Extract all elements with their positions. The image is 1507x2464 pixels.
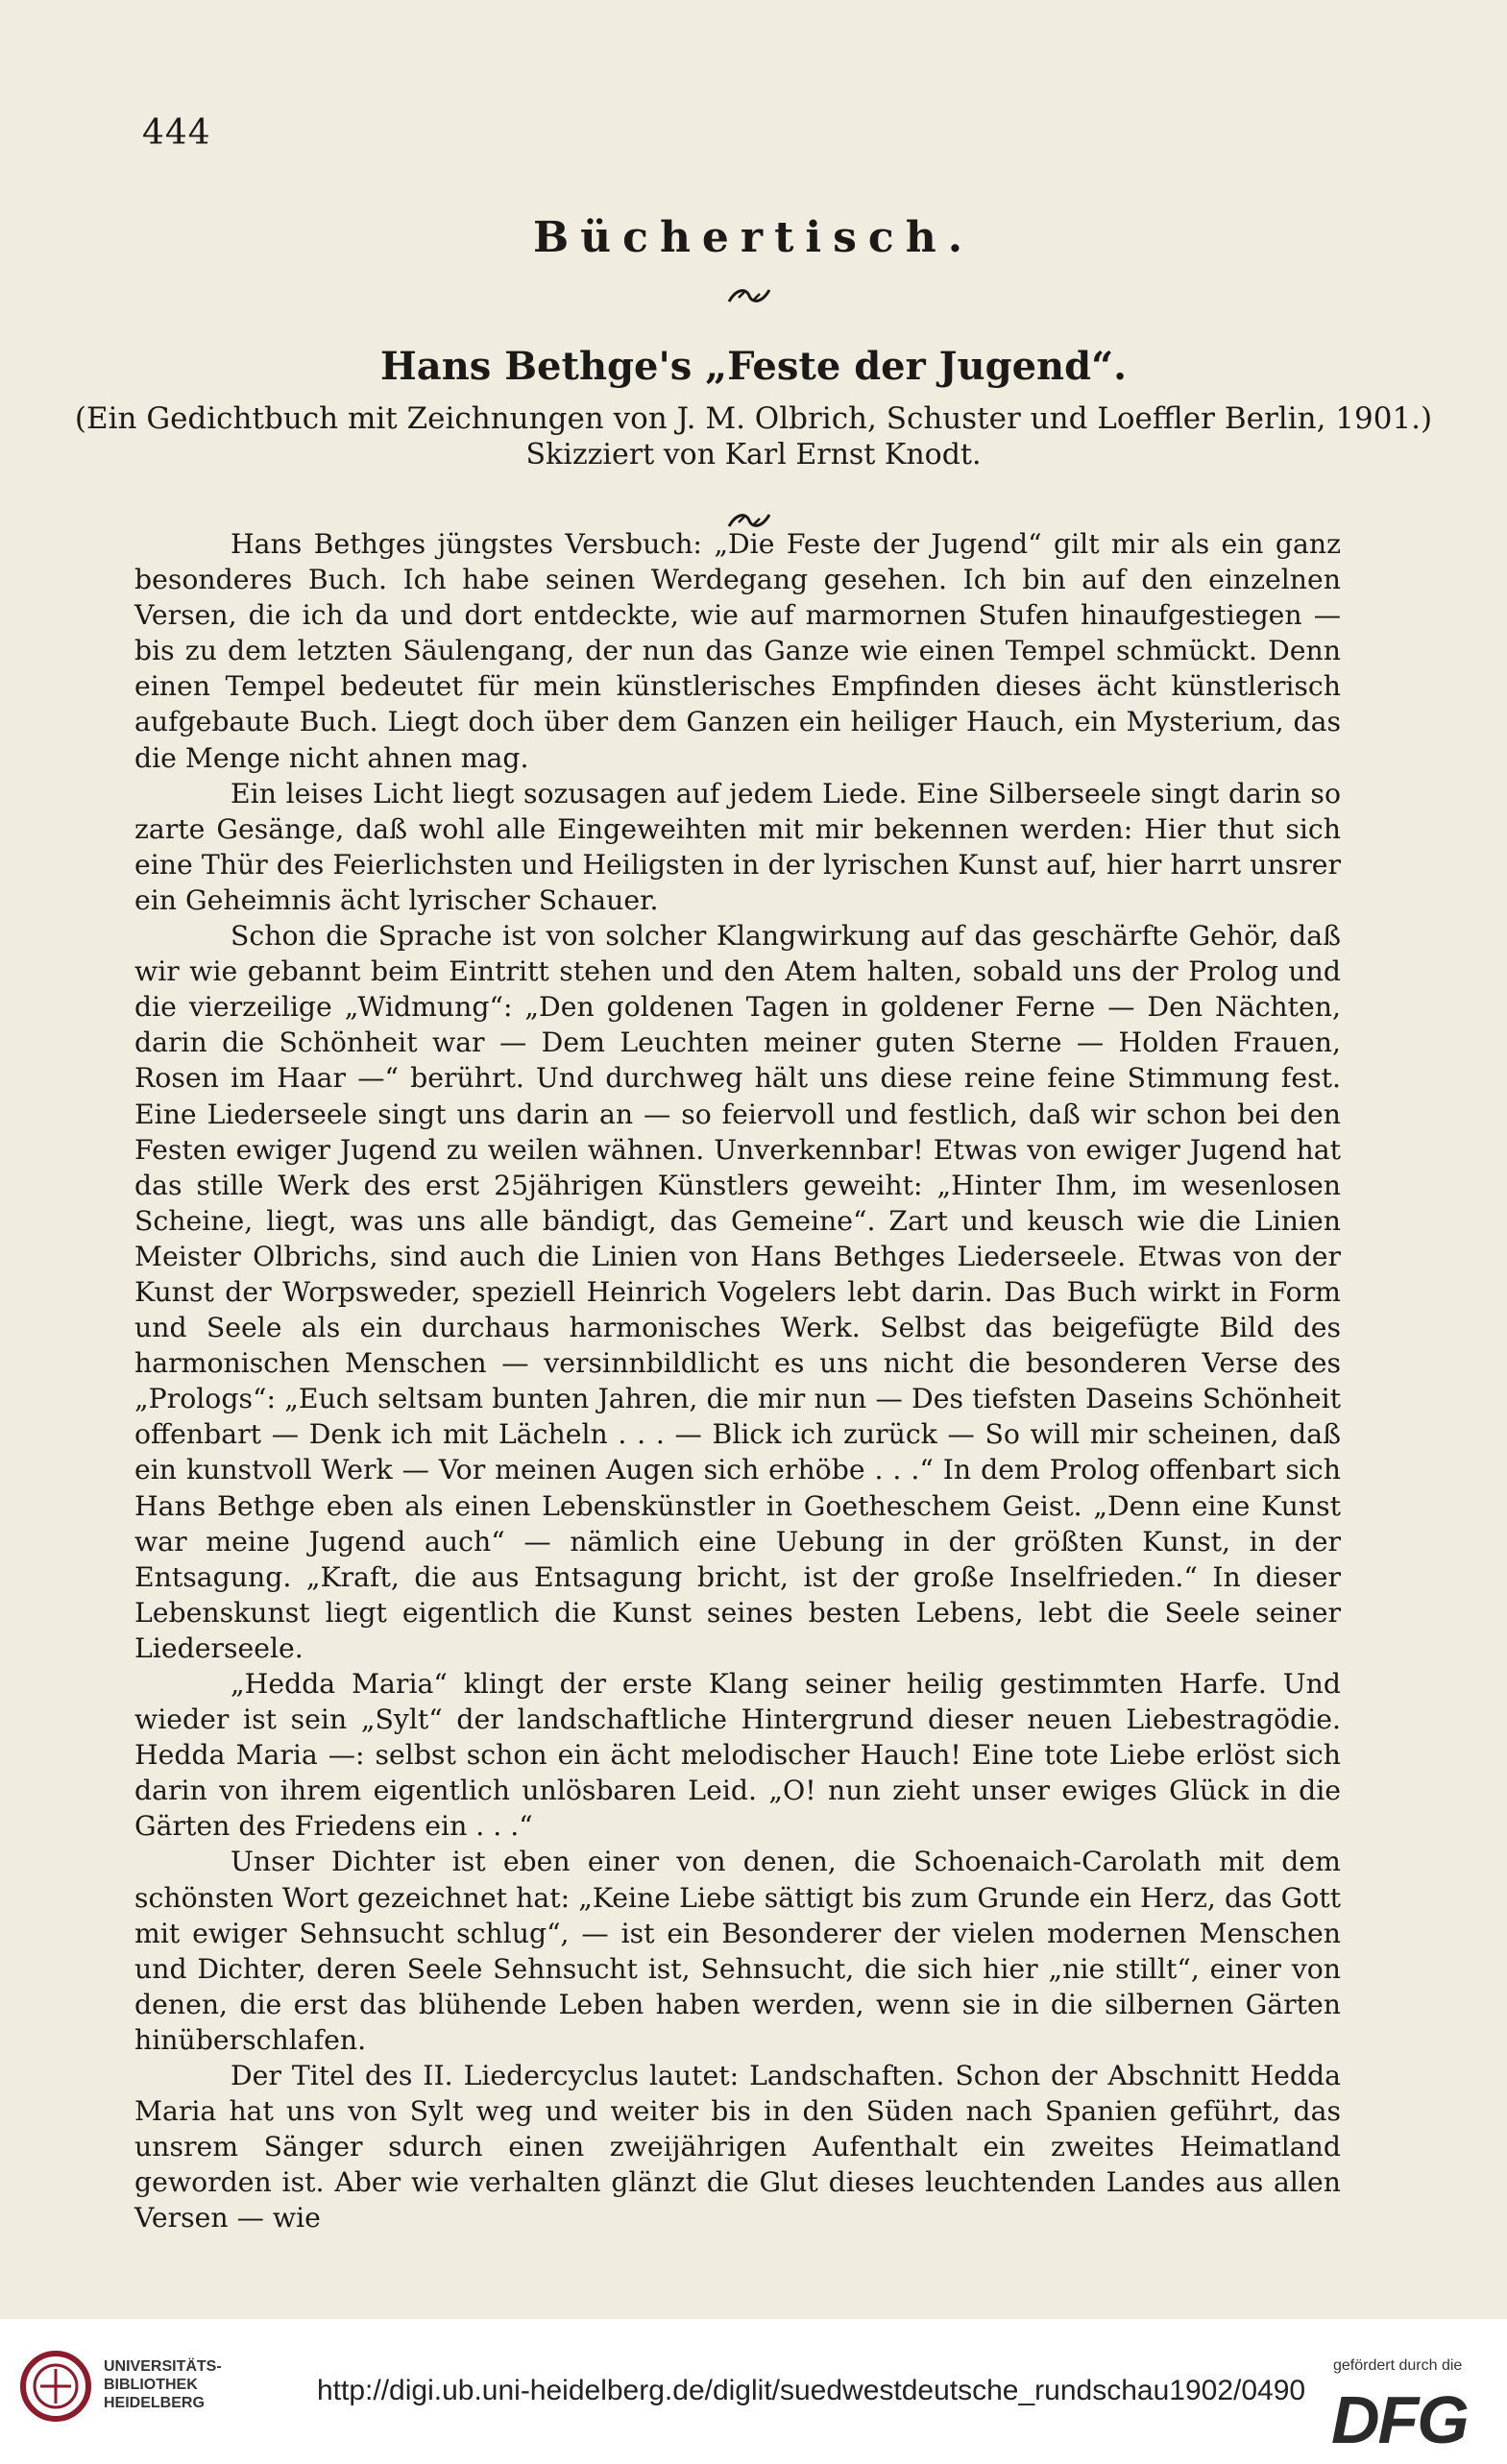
university-seal-icon: [17, 2348, 94, 2425]
paragraph: „Hedda Maria“ klingt der erste Klang seiner heilig gestimmten Harfe. Und wieder ist sein „Sylt“ der landschaftliche Hintergrund dieser neuen Liebestragödie. Hedda Maria —: selbst schon ein ächt melodischer Hauch! Eine tote Liebe erlöst sich darin von ihrem eigentlich unlösbaren Leid. „O! nun zieht unser ewiges Glück in die Gärten des Friedens ein . . .“: [134, 1668, 1341, 1843]
article-body: [134, 526, 1341, 2236]
paragraph: Hans Bethges jüngstes Versbuch: „Die Feste der Jugend“ gilt mir als ein ganz besonderes Buch. Ich habe seinen Werdegang gesehen. Ich bin auf den einzelnen Versen, die ich da und dort entdeckte, wie auf marmornen Stufen hinaufgestiegen — bis zu dem letzten Säulengang, der nun das Ganze wie einen Tempel schmückt. Denn einen Tempel bedeutet für mein künstlerisches Empfinden dieses ächt künstlerisch aufgebaute Buch. Liegt doch über dem Ganzen ein heiliger Hauch, ein Mysterium, das die Menge nicht ahnen mag.: [134, 528, 1341, 774]
article-title: Hans Bethge's „Feste der Jugend“.: [379, 344, 1128, 389]
paragraph: Unser Dichter ist eben einer von denen, die Schoenaich-Carolath mit dem schönsten Wort gezeichnet hat: „Keine Liebe sättigt bis zum Grunde ein Herz, das Gott mit ewiger Sehnsucht schlug“, — ist ein Besonderer der vielen modernen Menschen und Dichter, deren Seele Sehnsucht ist, Sehnsucht, die sich hier „nie stillt“, einer von denen, die erst das blühende Leben haben werden, wenn sie in die silbernen Gärten hinüberschlafen.: [134, 1846, 1341, 2056]
paragraph: Schon die Sprache ist von solcher Klangwirkung auf das geschärfte Gehör, daß wir wie gebannt beim Eintritt stehen und den Atem halten, sobald uns der Prolog und die vierzeilige „Widmung“: „Den goldenen Tagen in goldener Ferne — Den Nächten, darin die Schönheit war — Dem Leuchten meiner guten Sterne — Holden Frauen, Rosen im Haar —“ berührt. Und durchweg hält uns diese reine feine Stimmung fest. Eine Liederseele singt uns darin an — so feiervoll und festlich, daß wir schon bei den Festen ewiger Jugend zu weilen wähnen. Unverkennbar! Etwas von ewiger Jugend hat das stille Werk des erst 25jährigen Künstlers geweiht: „Hinter Ihm, im wesenlosen Scheine, liegt, was uns alle bändigt, das Gemeine“. Zart und keusch wie die Linien Meister Olbrichs, sind auch die Linien von Hans Bethges Liederseele. Etwas von der Kunst der Worpsweder, speziell Heinrich Vogelers lebt darin. Das Buch wirkt in Form und Seele als ein durchaus harmonisches Werk. Selbst das beigefügte Bild des harmonischen Menschen — versinnbildlicht es uns nicht die besonderen Verse des „Prologs“: „Euch seltsam bunten Jahren, die mir nun — Des tiefsten Daseins Schönheit offenbart — Denk ich mit Lächeln . . . — Blick ich zurück — So will mir scheinen, daß ein kunstvoll Werk — Vor meinen Augen sich erhöbe . . .“ In dem Prolog offenbart sich Hans Bethge eben als einen Lebenskünstler in Goetheschem Geist. „Denn eine Kunst war meine Jugend auch“ — nämlich eine Uebung in der größten Kunst, in der Entsagung. „Kraft, die aus Entsagung bricht, ist der große Inselfrieden.“ In dieser Lebenskunst liegt eigentlich die Kunst seines besten Lebens, lebt die Seele seiner Liederseele.: [134, 920, 1341, 1664]
page-number: 444: [142, 113, 211, 153]
paragraph: Der Titel des II. Liedercyclus lautet: Landschaften. Schon der Abschnitt Hedda Maria hat uns von Sylt weg und weiter bis in den Süden nach Spanien geführt, das unsrem Sänger sdurch einen zweijährigen Aufenthalt ein zweites Heimatland geworden ist. Aber wie verhalten glänzt die Glut dieses leuchtenden Landes aus allen Versen — wie: [134, 2060, 1341, 2235]
dfg-logo: DFG: [1331, 2382, 1468, 2457]
paragraph: Ein leises Licht liegt sozusagen auf jedem Liede. Eine Silberseele singt darin so zarte Gesänge, daß wohl alle Eingeweihten mit mir bekennen werden: Hier thut sich eine Thür des Feierlichsten und Heiligsten in der lyrischen Kunst auf, hier harrt unsrer ein Geheimnis ächt lyrischer Schauer.: [134, 777, 1341, 916]
byline: Skizziert von Karl Ernst Knodt.: [525, 438, 982, 471]
library-name: [104, 2357, 222, 2412]
footer: [0, 2319, 1507, 2464]
funding-note: gefördert durch die: [1333, 2357, 1463, 2374]
ornament-icon: [725, 284, 773, 307]
library-name-line: HEIDELBERG: [104, 2395, 205, 2411]
source-url-link[interactable]: http://digi.ub.uni-heidelberg.de/diglit/suedwestdeutsche_rundschau1902/0490: [317, 2375, 1306, 2406]
section-title: Büchertisch.: [532, 213, 975, 262]
library-name-line: BIBLIOTHEK: [104, 2377, 198, 2393]
article-subtitle: (Ein Gedichtbuch mit Zeichnungen von J. M. Olbrich, Schuster und Loeffler Berlin, 1901.): [74, 401, 1433, 436]
library-name-line: UNIVERSITÄTS-: [104, 2358, 222, 2375]
